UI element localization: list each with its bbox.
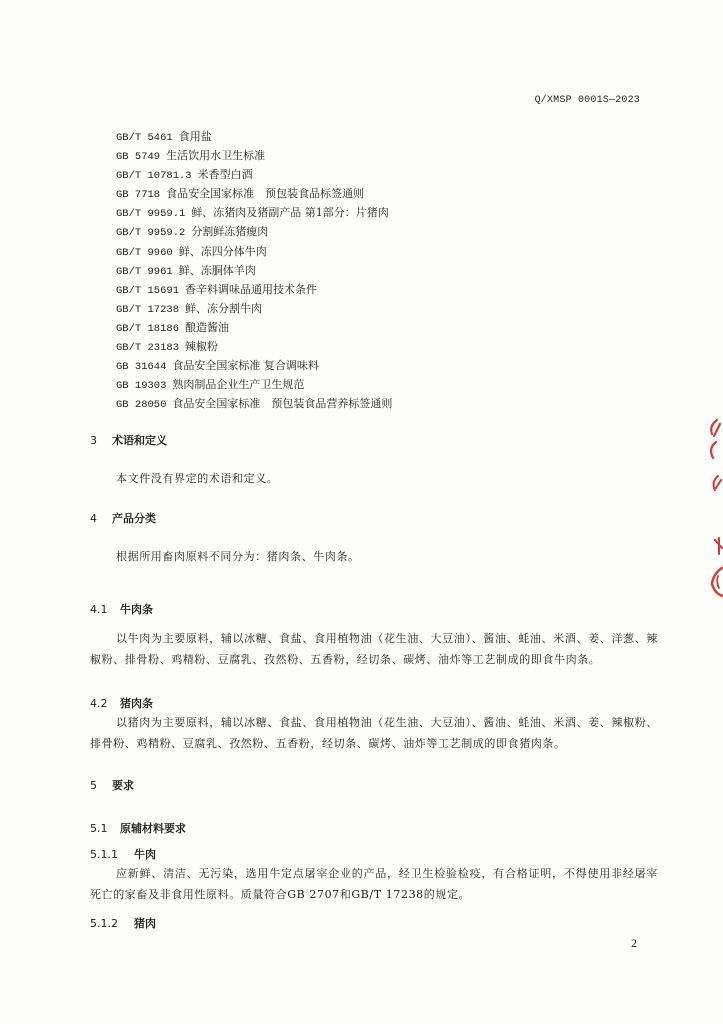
section-4-2-text: 以猪肉为主要原料，辅以冰糖、食盐、食用植物油（花生油、大豆油）、酱油、蚝油、米酒、姜、辣椒粉、排骨粉、鸡精粉、豆腐乳、孜然粉、五香粉，经切条、碳烤、油炸等工艺制成的即食猪肉条。 [90, 716, 658, 750]
section-number: 5.1 [90, 822, 108, 835]
section-number: 4.2 [90, 697, 108, 710]
reference-title: 食品安全国家标准 复合调味料 [172, 359, 319, 373]
section-heading-4-2 [90, 695, 153, 711]
reference-item [116, 146, 392, 165]
reference-title: 辣椒粉 [185, 340, 219, 354]
reference-code: GB/T 23183 [116, 342, 180, 355]
reference-title: 生活饮用水卫生标准 [166, 149, 266, 163]
reference-code: GB/T 10781.3 [116, 170, 192, 183]
reference-item [116, 261, 392, 280]
reference-code: GB 28050 [116, 399, 167, 412]
reference-item [116, 318, 392, 337]
reference-item [116, 280, 392, 299]
reference-code: GB/T 5461 [116, 132, 173, 144]
reference-title: 熟肉制品企业生产卫生规范 [172, 378, 305, 392]
section-heading-3 [90, 432, 167, 448]
section-heading-4-1 [90, 601, 153, 617]
normative-references-list [116, 127, 392, 413]
reference-title: 鲜、冻猪肉及猪副产品 第1部分：片猪肉 [191, 206, 389, 220]
reference-code: GB 31644 [116, 361, 167, 374]
section-5-1-1-text: 应新鲜、清洁、无污染，选用牛定点屠宰企业的产品，经卫生检验检疫，有合格证明，不得使用非经屠宰死亡的家畜及非食用性原料。质量符合GB 2707和GB/T 17238的规定。 [90, 867, 658, 901]
section-number: 5 [90, 779, 97, 792]
section-3-text: 本文件没有界定的术语和定义。 [116, 472, 279, 485]
section-heading-4 [90, 510, 156, 526]
reference-item [116, 184, 392, 203]
reference-item [116, 375, 392, 394]
section-number: 4 [90, 512, 97, 525]
reference-title: 食品安全国家标准 预包装食品标签通则 [166, 187, 365, 201]
section-number: 5.1.2 [90, 917, 118, 930]
reference-code: GB/T 9959.2 [116, 227, 186, 240]
reference-item [116, 299, 392, 318]
reference-code: GB 5749 [116, 151, 161, 164]
reference-title: 酿造酱油 [185, 320, 230, 334]
reference-item [116, 203, 392, 222]
reference-item [116, 165, 392, 184]
section-4-1-text: 以牛肉为主要原料，辅以冰糖、食盐、食用植物油（花生油、大豆油）、酱油、蚝油、米酒、姜、洋葱、辣椒粉、排骨粉、鸡精粉、豆腐乳、孜然粉、五香粉，经切条、碳烤、油炸等工艺制成的即食牛肉条。 [90, 632, 658, 666]
reference-item [116, 356, 392, 375]
reference-title: 食品安全国家标准 预包装食品营养标签通则 [172, 397, 393, 411]
reference-title: 食用盐 [178, 130, 212, 143]
reference-title: 分割鲜冻猪瘦肉 [191, 225, 269, 239]
reference-code: GB/T 18186 [116, 322, 180, 335]
section-title: 产品分类 [112, 512, 156, 525]
section-heading-5-1 [90, 820, 186, 836]
reference-code: GB 7718 [116, 189, 161, 202]
reference-code: GB 19303 [116, 380, 167, 393]
section-heading-5 [90, 777, 134, 793]
section-4-text: 根据所用畜肉原料不同分为：猪肉条、牛肉条。 [116, 550, 360, 563]
reference-code: GB/T 17238 [116, 303, 180, 316]
reference-code: GB/T 9959.1 [116, 208, 186, 221]
section-title: 原辅材料要求 [120, 822, 186, 835]
reference-item [116, 337, 392, 356]
section-number: 3 [90, 434, 97, 447]
page-number: 2 [631, 936, 637, 950]
section-heading-5-1-2 [90, 915, 156, 931]
section-number: 5.1.1 [90, 848, 118, 861]
section-title: 猪肉条 [120, 697, 153, 710]
section-title: 猪肉 [134, 917, 156, 930]
reference-code: GB/T 15691 [116, 284, 180, 297]
reference-title: 鲜、冻四分体牛肉 [178, 244, 267, 258]
red-seal-stamp-icon [703, 418, 723, 600]
section-title: 牛肉条 [120, 603, 153, 616]
section-title: 牛肉 [134, 848, 156, 861]
section-title: 术语和定义 [112, 434, 167, 447]
reference-title: 米香型白酒 [197, 168, 253, 182]
reference-code: GB/T 9961 [116, 265, 173, 278]
document-code: Q/XMSP 0001S—2023 [534, 95, 640, 106]
reference-title: 鲜、冻分割牛肉 [185, 301, 263, 315]
reference-code: GB/T 9960 [116, 246, 173, 259]
reference-item [116, 127, 392, 146]
section-title: 要求 [112, 779, 134, 792]
section-heading-5-1-1 [90, 846, 156, 862]
reference-item [116, 394, 392, 413]
reference-title: 鲜、冻胴体羊肉 [178, 263, 256, 277]
section-number: 4.1 [90, 603, 108, 616]
reference-title: 香辛料调味品通用技术条件 [185, 282, 318, 296]
reference-item [116, 242, 392, 261]
reference-item [116, 222, 392, 241]
